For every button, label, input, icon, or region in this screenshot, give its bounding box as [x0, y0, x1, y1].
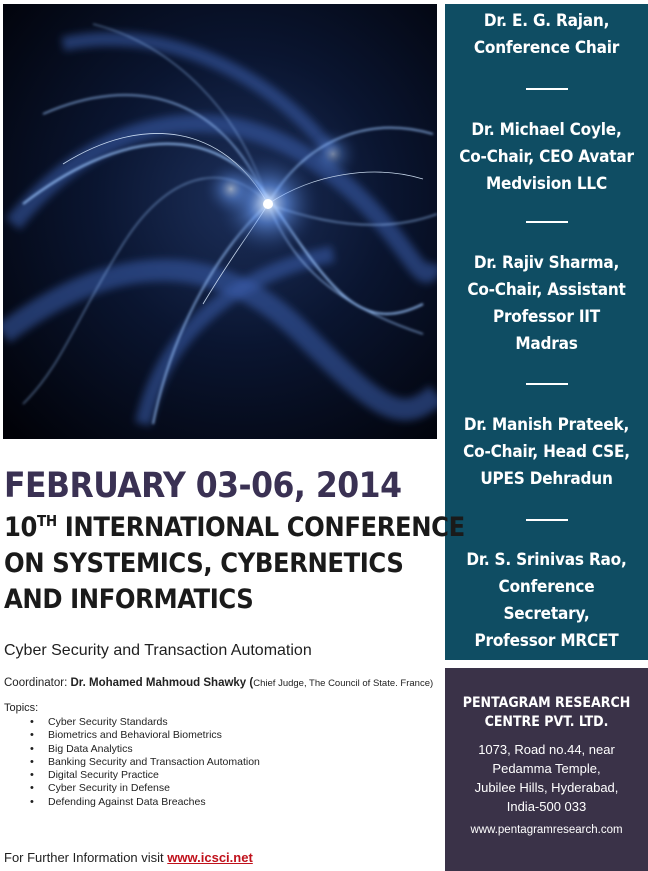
member-line: Dr. Michael Coyle, — [471, 120, 622, 140]
organizer-panel — [445, 668, 648, 871]
member-line: Professor IIT — [492, 307, 601, 327]
divider — [526, 383, 568, 385]
conference-title — [4, 510, 465, 618]
member-line: Madras — [515, 334, 578, 354]
title-ordinal: 10 — [4, 512, 38, 543]
committee-member — [445, 412, 648, 493]
member-line: UPES Dehradun — [480, 469, 613, 489]
address-line: Pedamma Temple, — [492, 761, 601, 776]
divider — [526, 519, 568, 521]
website-link[interactable]: www.icsci.net — [167, 850, 253, 865]
coordinator-name: Dr. Mohamed Mahmoud Shawky — [70, 677, 247, 689]
member-line: Co-Chair, Head CSE, — [463, 442, 630, 462]
title-line-3: AND INFORMATICS — [4, 584, 254, 615]
committee-panel — [445, 4, 648, 660]
coordinator-line — [4, 677, 433, 689]
divider — [526, 88, 568, 90]
topic-item: • Biometrics and Behavioral Biometrics — [0, 729, 260, 742]
committee-member — [445, 547, 648, 655]
member-line: Co-Chair, Assistant — [467, 280, 626, 300]
address-line: Jubilee Hills, Hyderabad, — [474, 780, 619, 795]
coordinator-label: Coordinator: — [4, 677, 71, 689]
address-line: 1073, Road no.44, near — [478, 742, 615, 757]
member-line: Dr. S. Srinivas Rao, — [466, 550, 627, 570]
footer-info — [4, 850, 253, 865]
organizer-website: www.pentagramresearch.com — [470, 824, 623, 836]
topic-item: • Banking Security and Transaction Automation — [0, 756, 260, 769]
topic-item: • Cyber Security Standards — [0, 716, 260, 729]
member-line: Conference Chair — [473, 38, 620, 58]
title-line-1 — [4, 510, 465, 546]
organizer-name — [445, 694, 648, 732]
member-line: Dr. Manish Prateek, — [463, 415, 630, 435]
footer-text: For Further Information visit — [4, 850, 168, 865]
coordinator-affiliation: Chief Judge, The Council of State. France) — [253, 678, 434, 689]
topic-item: • Digital Security Practice — [0, 769, 260, 782]
topics-label: Topics: — [4, 702, 39, 714]
topic-item: • Defending Against Data Breaches — [0, 796, 260, 809]
abstract-light-graphic — [3, 4, 437, 439]
organizer-name-line: PENTAGRAM RESEARCH — [462, 695, 631, 711]
topic-item: • Big Data Analytics — [0, 743, 260, 756]
hero-abstract-image — [3, 4, 437, 439]
title-ordinal-suffix: TH — [37, 512, 57, 530]
member-line: Medvision LLC — [486, 174, 607, 194]
topic-item: • Cyber Security in Defense — [0, 782, 260, 795]
member-line: Professor MRCET — [474, 631, 619, 651]
topics-list — [0, 716, 260, 809]
member-line: Co-Chair, CEO Avatar — [459, 147, 634, 167]
committee-member — [445, 250, 648, 358]
member-line: Dr. Rajiv Sharma, — [473, 253, 620, 273]
event-date: FEBRUARY 03-06, 2014 — [4, 466, 402, 506]
member-line: Conference — [498, 577, 595, 597]
member-line: Dr. E. G. Rajan, — [483, 11, 610, 31]
title-line-2: ON SYSTEMICS, CYBERNETICS — [4, 548, 404, 579]
organizer-address — [445, 740, 648, 816]
title-line-1-text: INTERNATIONAL CONFERENCE — [56, 512, 465, 543]
organizer-name-line: CENTRE PVT. LTD. — [484, 714, 609, 730]
member-line: Secretary, — [503, 604, 590, 624]
committee-member — [445, 8, 648, 62]
coordinator-paren: ( — [246, 677, 254, 689]
address-line: India-500 033 — [506, 799, 587, 814]
divider — [526, 221, 568, 223]
committee-member — [445, 117, 648, 198]
conference-theme: Cyber Security and Transaction Automation — [4, 642, 312, 659]
